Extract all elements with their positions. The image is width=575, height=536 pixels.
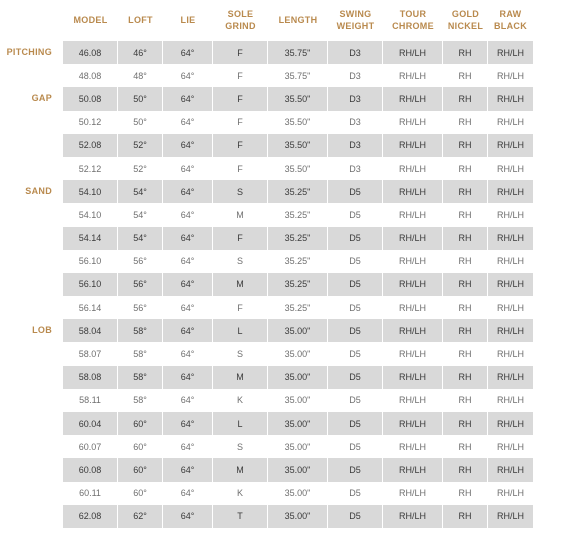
cell-swing: D5 xyxy=(328,203,383,226)
cell-tour: RH/LH xyxy=(383,157,443,180)
cell-swing: D5 xyxy=(328,412,383,435)
cell-tour: RH/LH xyxy=(383,203,443,226)
cell-loft: 62° xyxy=(118,505,163,528)
cell-length: 35.25" xyxy=(268,296,328,319)
cell-tour: RH/LH xyxy=(383,180,443,203)
cell-raw: RH/LH xyxy=(496,117,524,128)
cell-lie: 64° xyxy=(163,64,213,87)
cell-grind: K xyxy=(213,482,268,505)
cell-swing: D3 xyxy=(328,134,383,157)
cell-tour: RH/LH xyxy=(383,296,443,319)
cell-grind: F xyxy=(213,296,268,319)
cell-raw: RH/LH xyxy=(488,412,533,435)
cell-tour: RH/LH xyxy=(383,366,443,389)
cell-length: 35.25" xyxy=(268,250,328,273)
cell-length: 35.25" xyxy=(268,227,328,250)
cell-raw: RH/LH xyxy=(496,209,524,220)
cell-gold: RH xyxy=(443,157,488,180)
cell-model: 56.10 xyxy=(63,273,118,296)
cell-raw: RH/LH xyxy=(488,319,533,342)
cell-tour: RH/LH xyxy=(383,319,443,342)
cell-swing: D5 xyxy=(328,505,383,528)
table-row xyxy=(63,111,533,134)
cell-grind: F xyxy=(213,87,268,110)
cell-lie: 64° xyxy=(163,203,213,226)
cell-raw: RH/LH xyxy=(488,134,533,157)
table-row xyxy=(63,505,533,528)
cell-raw: RH/LH xyxy=(496,302,524,313)
cell-lie: 64° xyxy=(163,505,213,528)
cell-grind: M xyxy=(213,273,268,296)
cell-tour: RH/LH xyxy=(383,111,443,134)
cell-model: 54.10 xyxy=(63,203,118,226)
cell-grind: S xyxy=(213,342,268,365)
cell-lie: 64° xyxy=(163,389,213,412)
table-header xyxy=(63,0,533,40)
cell-length: 35.00" xyxy=(268,458,328,481)
cell-swing: D3 xyxy=(328,64,383,87)
cell-loft: 60° xyxy=(118,458,163,481)
cell-loft: 52° xyxy=(118,157,163,180)
table-row xyxy=(63,87,533,110)
cell-gold: RH xyxy=(443,296,488,319)
cell-model: 52.08 xyxy=(63,134,118,157)
cell-gold: RH xyxy=(443,180,488,203)
cell-raw: RH/LH xyxy=(488,458,533,481)
table-row xyxy=(63,250,533,273)
cell-loft: 48° xyxy=(118,64,163,87)
table-row xyxy=(63,227,533,250)
table-row xyxy=(63,389,533,412)
cell-tour: RH/LH xyxy=(383,134,443,157)
cell-tour: RH/LH xyxy=(383,505,443,528)
cell-raw: RH/LH xyxy=(496,256,524,267)
column-header-loft: LOFT xyxy=(128,15,153,25)
cell-loft: 56° xyxy=(118,250,163,273)
cell-lie: 64° xyxy=(163,41,213,64)
table-row xyxy=(63,458,533,481)
table-row xyxy=(63,366,533,389)
cell-model: 56.14 xyxy=(63,296,118,319)
cell-gold: RH xyxy=(443,41,488,64)
cell-loft: 56° xyxy=(118,296,163,319)
cell-lie: 64° xyxy=(163,458,213,481)
cell-length: 35.75" xyxy=(268,41,328,64)
cell-loft: 54° xyxy=(118,227,163,250)
cell-tour: RH/LH xyxy=(383,227,443,250)
cell-length: 35.25" xyxy=(268,203,328,226)
group-label: LOB xyxy=(32,325,52,336)
cell-grind: F xyxy=(213,64,268,87)
cell-swing: D5 xyxy=(328,227,383,250)
cell-loft: 54° xyxy=(118,203,163,226)
cell-tour: RH/LH xyxy=(383,342,443,365)
group-label: GAP xyxy=(31,93,52,104)
group-label: PITCHING xyxy=(6,47,52,57)
table-row xyxy=(63,273,533,296)
cell-grind: S xyxy=(213,180,268,203)
cell-model: 50.08 xyxy=(63,87,118,110)
cell-raw: RH/LH xyxy=(496,395,524,406)
cell-raw: RH/LH xyxy=(496,349,524,360)
table-row xyxy=(63,435,533,458)
cell-loft: 60° xyxy=(118,412,163,435)
cell-model: 60.08 xyxy=(63,458,118,481)
cell-length: 35.50" xyxy=(268,87,328,110)
cell-gold: RH xyxy=(443,412,488,435)
cell-model: 58.11 xyxy=(63,389,118,412)
cell-model: 58.08 xyxy=(63,366,118,389)
cell-swing: D3 xyxy=(328,157,383,180)
table-row xyxy=(63,180,533,203)
cell-length: 35.25" xyxy=(268,273,328,296)
cell-length: 35.75" xyxy=(268,64,328,87)
cell-loft: 60° xyxy=(118,482,163,505)
cell-raw: RH/LH xyxy=(488,366,533,389)
cell-grind: M xyxy=(213,458,268,481)
cell-swing: D3 xyxy=(328,87,383,110)
cell-loft: 52° xyxy=(118,134,163,157)
cell-swing: D5 xyxy=(328,342,383,365)
cell-gold: RH xyxy=(443,342,488,365)
cell-model: 60.11 xyxy=(63,482,118,505)
cell-grind: F xyxy=(213,111,268,134)
cell-gold: RH xyxy=(443,366,488,389)
cell-loft: 50° xyxy=(118,111,163,134)
cell-gold: RH xyxy=(443,319,488,342)
cell-raw: RH/LH xyxy=(488,273,533,296)
cell-model: 54.10 xyxy=(63,180,118,203)
cell-model: 50.12 xyxy=(63,111,118,134)
cell-tour: RH/LH xyxy=(383,389,443,412)
group-label: SAND xyxy=(25,186,52,197)
cell-raw: RH/LH xyxy=(488,41,533,64)
column-header-model: MODEL xyxy=(73,15,108,25)
cell-loft: 46° xyxy=(118,41,163,64)
cell-lie: 64° xyxy=(163,180,213,203)
cell-swing: D5 xyxy=(328,250,383,273)
cell-loft: 50° xyxy=(118,87,163,110)
cell-loft: 58° xyxy=(118,389,163,412)
cell-lie: 64° xyxy=(163,412,213,435)
cell-swing: D5 xyxy=(328,389,383,412)
cell-model: 46.08 xyxy=(63,41,118,64)
cell-length: 35.00" xyxy=(268,319,328,342)
cell-gold: RH xyxy=(443,482,488,505)
cell-grind: M xyxy=(213,203,268,226)
cell-length: 35.00" xyxy=(268,342,328,365)
cell-model: 52.12 xyxy=(63,157,118,180)
cell-model: 48.08 xyxy=(63,64,118,87)
cell-raw: RH/LH xyxy=(496,163,524,174)
cell-lie: 64° xyxy=(163,111,213,134)
column-header-tour: TOUR CHROME xyxy=(392,9,434,31)
cell-tour: RH/LH xyxy=(383,482,443,505)
cell-grind: F xyxy=(213,157,268,180)
cell-lie: 64° xyxy=(163,134,213,157)
cell-gold: RH xyxy=(443,111,488,134)
table-row xyxy=(63,319,533,342)
cell-gold: RH xyxy=(443,227,488,250)
cell-gold: RH xyxy=(443,250,488,273)
cell-lie: 64° xyxy=(163,482,213,505)
cell-swing: D3 xyxy=(328,41,383,64)
cell-length: 35.00" xyxy=(268,366,328,389)
cell-swing: D5 xyxy=(328,180,383,203)
cell-length: 35.25" xyxy=(268,180,328,203)
cell-tour: RH/LH xyxy=(383,64,443,87)
cell-length: 35.50" xyxy=(268,134,328,157)
table-row xyxy=(63,342,533,365)
cell-tour: RH/LH xyxy=(383,87,443,110)
cell-swing: D5 xyxy=(328,435,383,458)
cell-gold: RH xyxy=(443,64,488,87)
cell-length: 35.50" xyxy=(268,111,328,134)
cell-length: 35.00" xyxy=(268,389,328,412)
cell-gold: RH xyxy=(443,389,488,412)
cell-tour: RH/LH xyxy=(383,41,443,64)
cell-lie: 64° xyxy=(163,273,213,296)
cell-loft: 58° xyxy=(118,342,163,365)
cell-gold: RH xyxy=(443,458,488,481)
cell-lie: 64° xyxy=(163,366,213,389)
cell-swing: D5 xyxy=(328,482,383,505)
cell-raw: RH/LH xyxy=(496,70,524,81)
cell-swing: D5 xyxy=(328,319,383,342)
cell-grind: T xyxy=(213,505,268,528)
cell-model: 58.07 xyxy=(63,342,118,365)
cell-raw: RH/LH xyxy=(496,488,524,499)
cell-grind: L xyxy=(213,412,268,435)
cell-lie: 64° xyxy=(163,87,213,110)
cell-swing: D3 xyxy=(328,111,383,134)
cell-model: 54.14 xyxy=(63,227,118,250)
cell-swing: D5 xyxy=(328,273,383,296)
cell-loft: 58° xyxy=(118,366,163,389)
column-header-length: LENGTH xyxy=(278,15,318,25)
cell-loft: 56° xyxy=(118,273,163,296)
cell-lie: 64° xyxy=(163,319,213,342)
cell-grind: F xyxy=(213,227,268,250)
column-header-raw: RAW BLACK xyxy=(494,9,527,31)
table-row xyxy=(63,134,533,157)
column-header-grind: SOLE GRIND xyxy=(225,9,256,31)
cell-raw: RH/LH xyxy=(488,505,533,528)
column-header-swing: SWING WEIGHT xyxy=(336,9,375,31)
cell-lie: 64° xyxy=(163,435,213,458)
cell-model: 60.07 xyxy=(63,435,118,458)
cell-model: 60.04 xyxy=(63,412,118,435)
cell-lie: 64° xyxy=(163,342,213,365)
table-row xyxy=(63,157,533,180)
table-row xyxy=(63,412,533,435)
cell-grind: M xyxy=(213,366,268,389)
cell-loft: 60° xyxy=(118,435,163,458)
cell-gold: RH xyxy=(443,203,488,226)
cell-lie: 64° xyxy=(163,227,213,250)
cell-lie: 64° xyxy=(163,250,213,273)
cell-tour: RH/LH xyxy=(383,412,443,435)
table-row xyxy=(63,296,533,319)
cell-length: 35.00" xyxy=(268,482,328,505)
cell-length: 35.00" xyxy=(268,435,328,458)
cell-grind: F xyxy=(213,134,268,157)
cell-raw: RH/LH xyxy=(488,180,533,203)
column-header-gold: GOLD NICKEL xyxy=(447,9,484,31)
cell-loft: 58° xyxy=(118,319,163,342)
cell-length: 35.00" xyxy=(268,505,328,528)
cell-tour: RH/LH xyxy=(383,435,443,458)
cell-tour: RH/LH xyxy=(383,250,443,273)
cell-model: 58.04 xyxy=(63,319,118,342)
cell-raw: RH/LH xyxy=(496,441,524,452)
cell-grind: K xyxy=(213,389,268,412)
cell-gold: RH xyxy=(443,435,488,458)
cell-swing: D5 xyxy=(328,296,383,319)
cell-length: 35.50" xyxy=(268,157,328,180)
cell-lie: 64° xyxy=(163,157,213,180)
table-row xyxy=(63,41,533,64)
cell-grind: S xyxy=(213,250,268,273)
cell-tour: RH/LH xyxy=(383,458,443,481)
cell-raw: RH/LH xyxy=(488,227,533,250)
cell-swing: D5 xyxy=(328,458,383,481)
cell-gold: RH xyxy=(443,505,488,528)
cell-raw: RH/LH xyxy=(488,87,533,110)
table-row xyxy=(63,482,533,505)
column-header-lie: LIE xyxy=(180,15,196,25)
cell-swing: D5 xyxy=(328,366,383,389)
table-row xyxy=(63,203,533,226)
cell-lie: 64° xyxy=(163,296,213,319)
table-row xyxy=(63,64,533,87)
cell-model: 56.10 xyxy=(63,250,118,273)
cell-grind: S xyxy=(213,435,268,458)
cell-tour: RH/LH xyxy=(383,273,443,296)
cell-gold: RH xyxy=(443,273,488,296)
cell-loft: 54° xyxy=(118,180,163,203)
cell-grind: L xyxy=(213,319,268,342)
cell-grind: F xyxy=(213,41,268,64)
cell-model: 62.08 xyxy=(63,505,118,528)
cell-gold: RH xyxy=(443,134,488,157)
cell-length: 35.00" xyxy=(268,412,328,435)
cell-gold: RH xyxy=(443,87,488,110)
table-body xyxy=(63,41,533,528)
